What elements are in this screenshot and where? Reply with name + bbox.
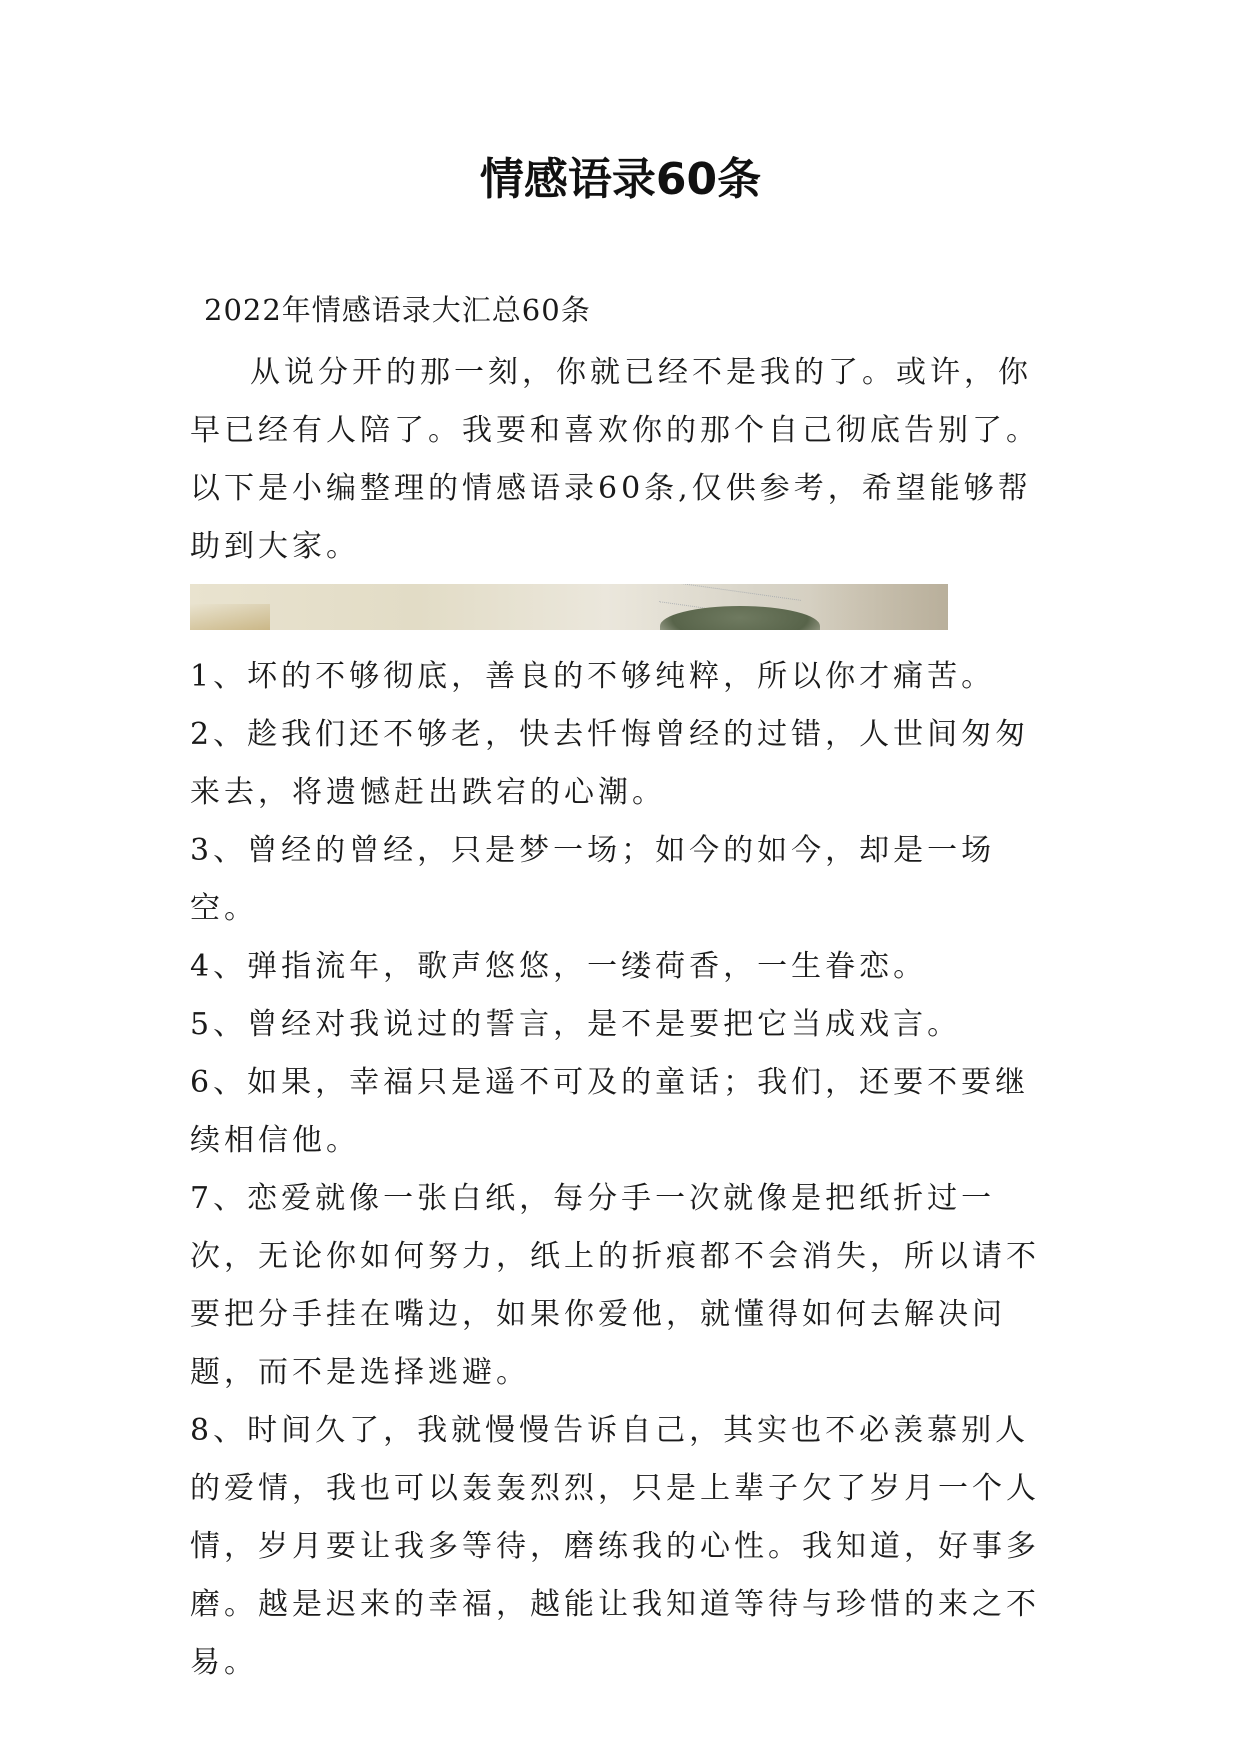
- quote-item-3: 3、曾经的曾经，只是梦一场；如今的如今，却是一场空。: [190, 833, 996, 926]
- quote-item-5: 5、曾经对我说过的誓言，是不是要把它当成戏言。: [190, 1007, 962, 1042]
- decorative-photo-strip: [190, 584, 948, 630]
- quote-item-8: 8、时间久了，我就慢慢告诉自己，其实也不必羡慕别人的爱情，我也可以轰轰烈烈，只是上辈子欠了岁月一个人情，岁月要让我多等待，磨练我的心性。我知道，好事多磨。越是迟来的幸福，越能让我知道等待与珍惜的来之不易。: [190, 1413, 1040, 1680]
- document-body: [190, 290, 1060, 1692]
- quote-item-7: 7、恋爱就像一张白纸，每分手一次就像是把纸折过一次，无论你如何努力，纸上的折痕都不会消失，所以请不要把分手挂在嘴边，如果你爱他，就懂得如何去解决问题，而不是选择逃避。: [190, 1181, 1040, 1390]
- photo-shade: [190, 604, 270, 630]
- quote-item-4: 4、弹指流年，歌声悠悠，一缕荷香，一生眷恋。: [190, 949, 928, 984]
- photo-shade: [808, 584, 948, 630]
- document-subtitle: 2022年情感语录大汇总60条: [204, 293, 591, 327]
- quote-item-6: 6、如果，幸福只是遥不可及的童话；我们，还要不要继续相信他。: [190, 1065, 1030, 1158]
- quote-item-2: 2、趁我们还不够老，快去忏悔曾经的过错，人世间匆匆来去，将遗憾赶出跌宕的心潮。: [190, 717, 1030, 810]
- intro-paragraph: 从说分开的那一刻，你就已经不是我的了。或许，你早已经有人陪了。我要和喜欢你的那个自己彻底告别了。以下是小编整理的情感语录60条,仅供参考，希望能够帮助到大家。: [190, 355, 1040, 564]
- quote-item-1: 1、坏的不够彻底，善良的不够纯粹，所以你才痛苦。: [190, 659, 996, 694]
- page-title: 情感语录60条: [479, 154, 762, 205]
